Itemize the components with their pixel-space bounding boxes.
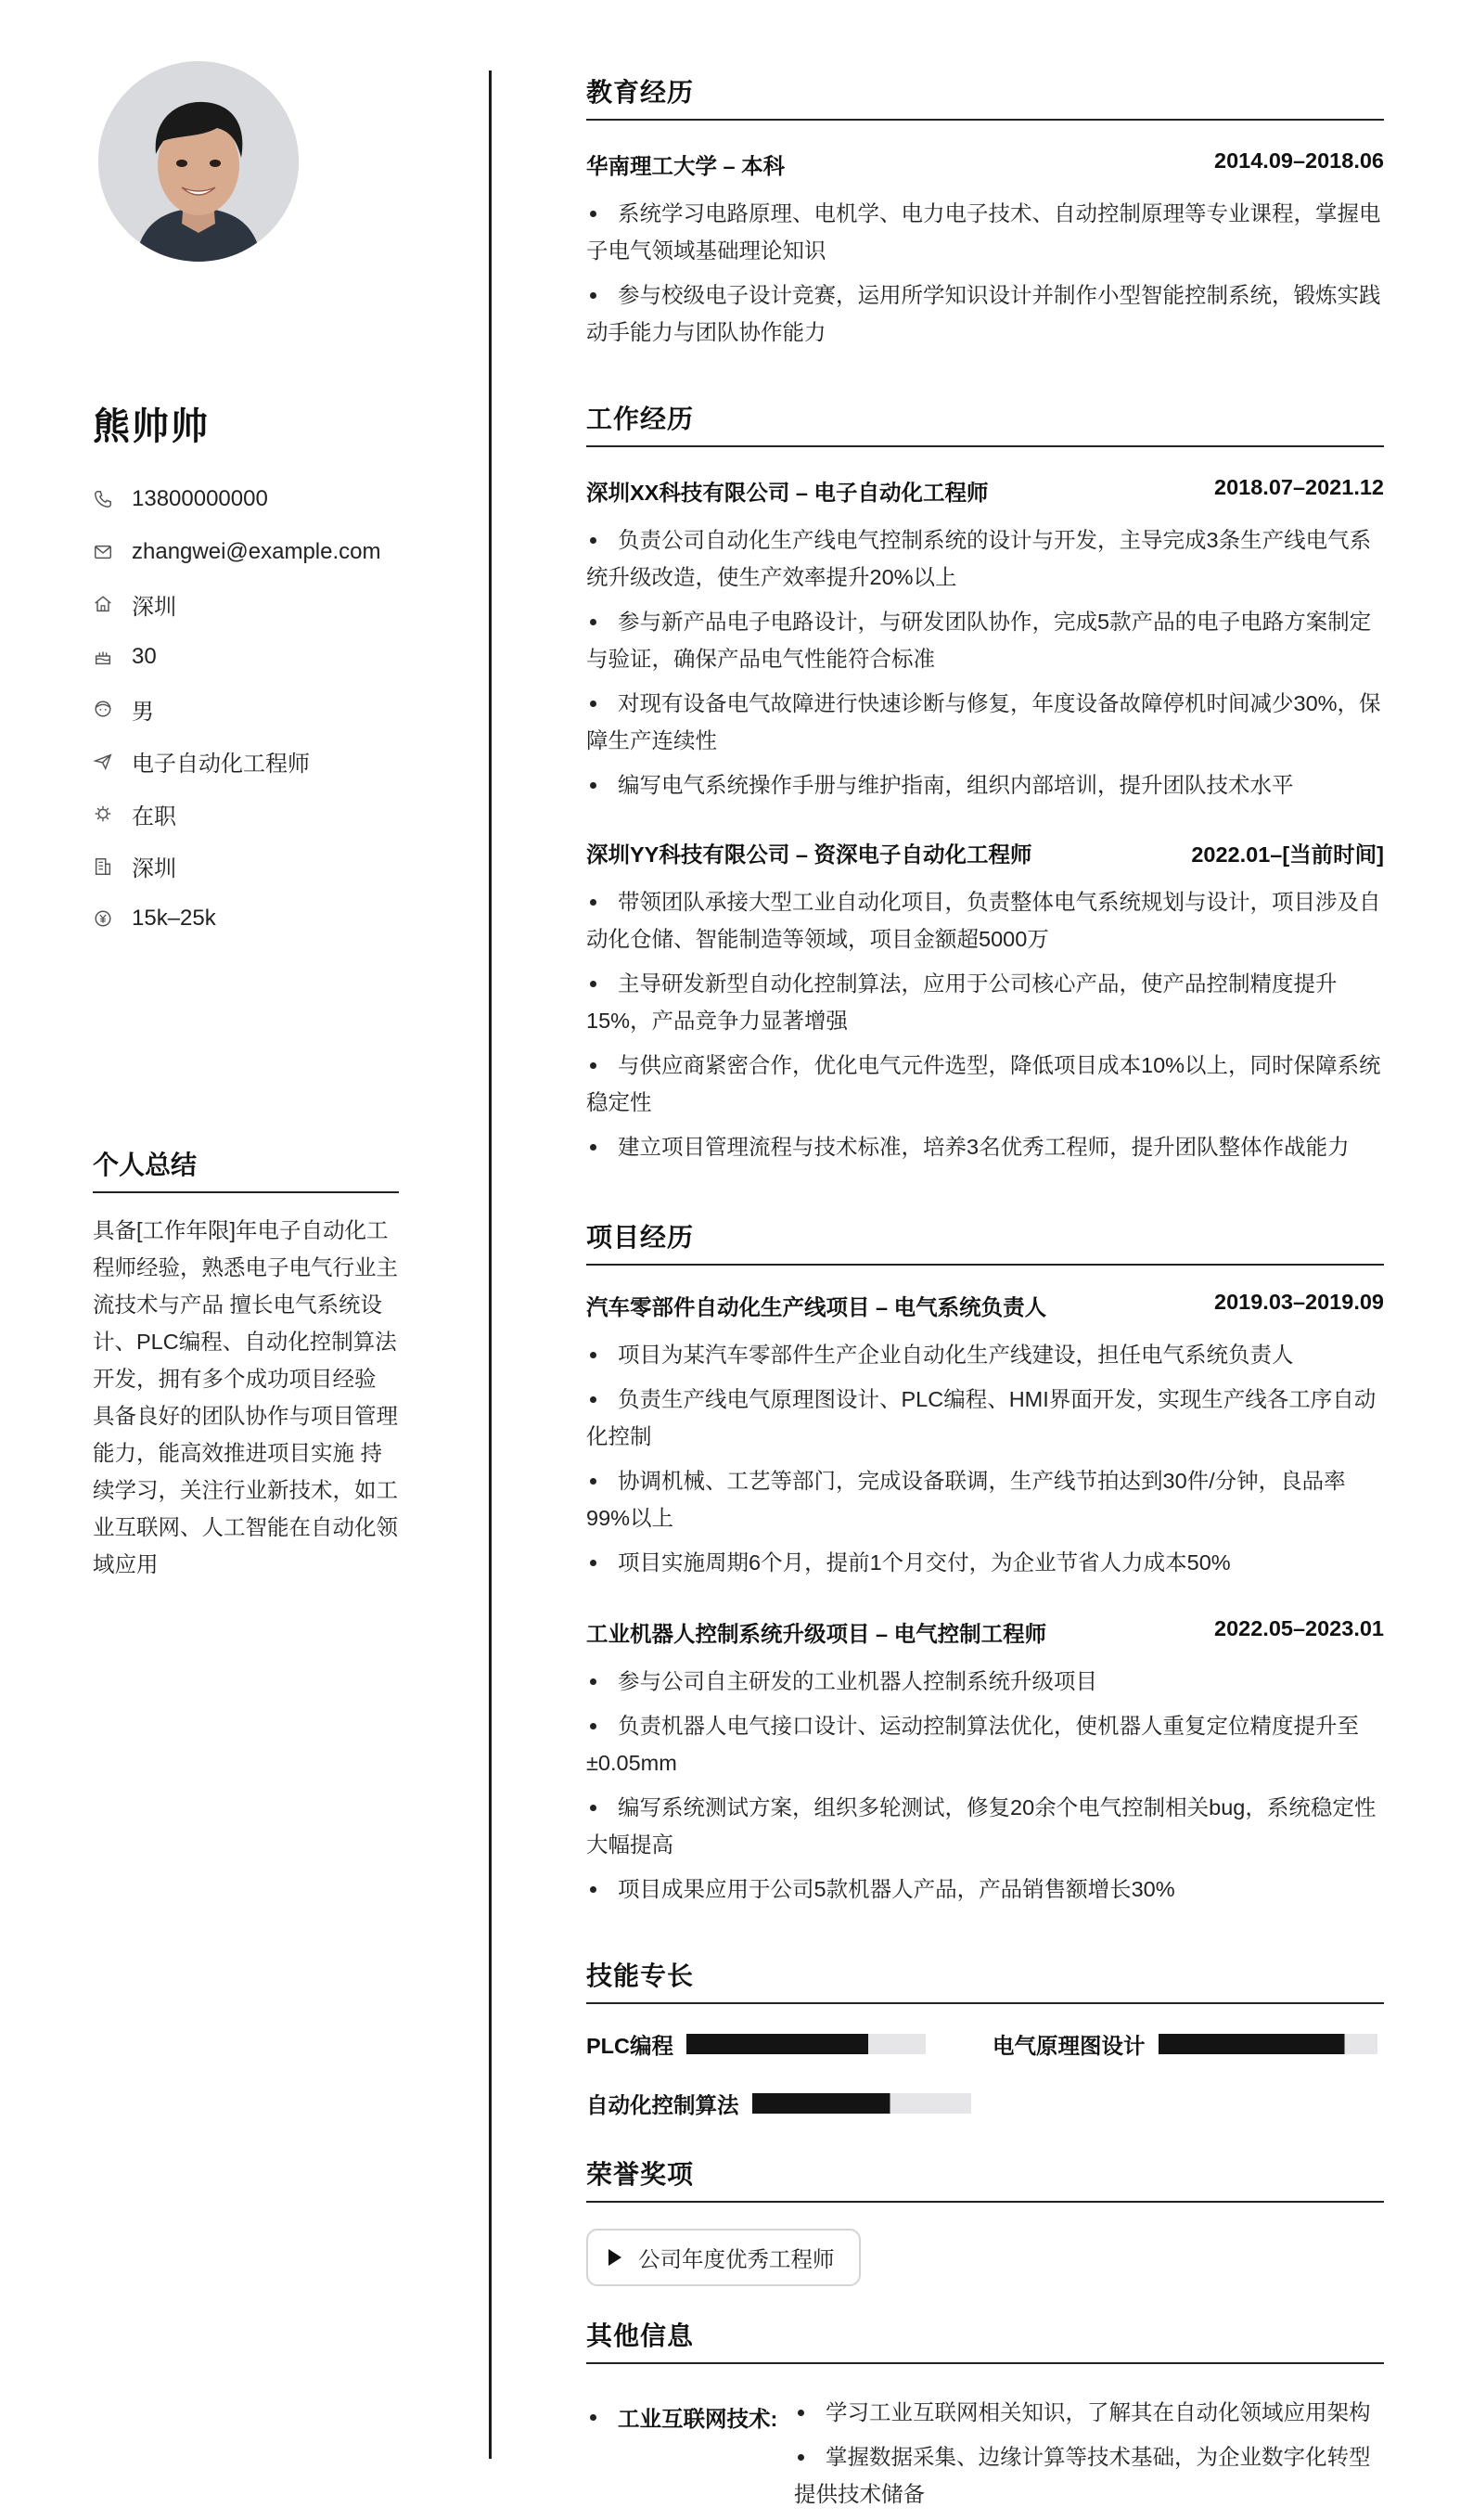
entry-heading: 深圳XX科技有限公司 – 电子自动化工程师 (586, 481, 989, 505)
contact-text: 15k–25k (132, 906, 216, 932)
skill-bar (686, 2034, 926, 2054)
list-item: 编写系统测试方案，组织多轮测试，修复20余个电气控制相关bug，系统稳定性大幅提高 (586, 1789, 1384, 1863)
contact-location (93, 578, 403, 631)
project-entry-head (586, 1290, 1384, 1321)
skill-plc (586, 2028, 926, 2060)
salary-icon (93, 908, 113, 929)
skill-label: 电气原理图设计 (993, 2034, 1146, 2058)
gender-icon (93, 699, 113, 719)
list-item: 项目为某汽车零部件生产企业自动化生产线建设，担任电气系统负责人 (586, 1336, 1384, 1373)
bullet-dot (590, 2414, 596, 2421)
contact-gender (93, 683, 403, 736)
entry-date: 2018.07–2021.12 (1214, 475, 1384, 499)
column-divider (489, 71, 492, 2459)
work-entry-head (586, 475, 1384, 507)
skill-bar (1159, 2034, 1377, 2054)
phone-icon (93, 489, 113, 509)
project-bullets (586, 1336, 1384, 1588)
list-item: 掌握数据采集、边缘计算等技术基础，为企业数字化转型提供技术储备 (794, 2438, 1388, 2513)
contact-text: 30 (132, 643, 157, 669)
contact-status (93, 788, 403, 841)
list-item: 建立项目管理流程与技术标准，培养3名优秀工程师，提升团队整体作战能力 (586, 1128, 1384, 1165)
candidate-name: 熊帅帅 (93, 406, 210, 447)
projects-title: 项目经历 (586, 1217, 1384, 1266)
work-bullets (586, 883, 1384, 1173)
contact-text: 13800000000 (132, 486, 268, 512)
contact-phone (93, 473, 403, 526)
skill-fill (686, 2034, 868, 2054)
entry-heading: 汽车零部件自动化生产线项目 – 电气系统负责人 (586, 1295, 1047, 1319)
send-icon (93, 752, 113, 772)
contact-list (93, 473, 403, 945)
award-tag (586, 2229, 861, 2286)
cake-icon (93, 647, 113, 667)
entry-heading: 工业机器人控制系统升级项目 – 电气控制工程师 (586, 1622, 1047, 1646)
list-item: 系统学习电路原理、电机学、电力电子技术、自动控制原理等专业课程，掌握电子电气领域基础理论知识 (586, 195, 1384, 269)
contact-age (93, 631, 403, 684)
skill-fill (1159, 2034, 1345, 2054)
summary-title: 个人总结 (93, 1145, 399, 1193)
other-label: 工业互联网技术: (618, 2407, 778, 2431)
avatar (98, 61, 299, 262)
home-icon (93, 594, 113, 614)
summary-text: 具备[工作年限]年电子自动化工程师经验，熟悉电子电气行业主流技术与产品 擅长电气系统设计、PLC编程、自动化控制算法开发，拥有多个成功项目经验 具备良好的团队协作与项目管理能力，能高效推进项目实施 持续学习，关注行业新技术，如工业互联网、人工智能在自动化领域应用 (93, 1218, 398, 1576)
list-item: 协调机械、工艺等部门，完成设备联调，生产线节拍达到30件/分钟，良品率99%以上 (586, 1462, 1384, 1536)
contact-text: 在职 (132, 804, 176, 829)
mail-icon (93, 542, 113, 562)
list-item: 参与校级电子设计竞赛，运用所学知识设计并制作小型智能控制系统，锻炼实践动手能力与团队协作能力 (586, 276, 1384, 351)
list-item: 参与新产品电子电路设计，与研发团队协作，完成5款产品的电子电路方案制定与验证，确保产品电气性能符合标准 (586, 603, 1384, 677)
list-item: 负责公司自动化生产线电气控制系统的设计与开发，主导完成3条生产线电气系统升级改造，使生产效率提升20%以上 (586, 521, 1384, 596)
project-bullets (586, 1663, 1384, 1915)
skills-title: 技能专长 (586, 1956, 1384, 2004)
list-item: 主导研发新型自动化控制算法，应用于公司核心产品，使产品控制精度提升15%，产品竞争力显著增强 (586, 965, 1384, 1039)
education-entry-head (586, 148, 1384, 180)
list-item: 负责机器人电气接口设计、运动控制算法优化，使机器人重复定位精度提升至±0.05mm (586, 1707, 1384, 1781)
work-bullets (586, 521, 1384, 811)
contact-text: zhangwei@example.com (132, 538, 381, 564)
skill-label: 自动化控制算法 (586, 2093, 739, 2117)
entry-date: 2022.01–[当前时间] (1191, 842, 1384, 867)
list-item: 与供应商紧密合作，优化电气元件选型，降低项目成本10%以上，同时保障系统稳定性 (586, 1047, 1384, 1121)
contact-text: 电子自动化工程师 (132, 752, 310, 778)
work-title: 工作经历 (586, 399, 1384, 447)
awards-title: 荣誉奖项 (586, 2154, 1384, 2203)
contact-work-city (93, 841, 403, 894)
list-item: 项目成果应用于公司5款机器人产品，产品销售额增长30% (586, 1871, 1384, 1908)
other-bullets (794, 2394, 1388, 2520)
avatar-portrait-icon (98, 61, 299, 262)
contact-text: 深圳 (132, 594, 176, 620)
award-label: 公司年度优秀工程师 (638, 2247, 835, 2271)
entry-heading: 华南理工大学 – 本科 (586, 154, 786, 178)
skill-fill (752, 2093, 890, 2114)
contact-text: 男 (132, 699, 154, 725)
list-item: 对现有设备电气故障进行快速诊断与修复，年度设备故障停机时间减少30%，保障生产连续性 (586, 685, 1384, 759)
list-item: 项目实施周期6个月，提前1个月交付，为企业节省人力成本50% (586, 1544, 1384, 1581)
list-item: 负责生产线电气原理图设计、PLC编程、HMI界面开发，实现生产线各工序自动化控制 (586, 1381, 1384, 1455)
skill-bar (752, 2093, 971, 2114)
contact-email (93, 526, 403, 579)
education-title: 教育经历 (586, 72, 1384, 121)
contact-salary (93, 893, 403, 945)
skill-label: PLC编程 (586, 2034, 673, 2058)
list-item: 编写电气系统操作手册与维护指南，组织内部培训，提升团队技术水平 (586, 766, 1384, 804)
project-entry-head (586, 1616, 1384, 1648)
status-icon (93, 804, 113, 824)
other-title: 其他信息 (586, 2316, 1384, 2364)
contact-position (93, 736, 403, 789)
entry-heading: 深圳YY科技有限公司 – 资深电子自动化工程师 (586, 842, 1032, 867)
education-bullets (586, 195, 1384, 358)
contact-text: 深圳 (132, 856, 176, 882)
building-icon (93, 856, 113, 877)
play-icon (608, 2249, 621, 2266)
skill-control-algorithm (586, 2088, 971, 2119)
entry-date: 2019.03–2019.09 (1214, 1290, 1384, 1314)
entry-date: 2014.09–2018.06 (1214, 148, 1384, 173)
entry-date: 2022.05–2023.01 (1214, 1616, 1384, 1640)
list-item: 参与公司自主研发的工业机器人控制系统升级项目 (586, 1663, 1384, 1700)
skill-schematic (993, 2028, 1377, 2060)
list-item: 学习工业互联网相关知识，了解其在自动化领域应用架构 (794, 2394, 1388, 2431)
list-item: 带领团队承接大型工业自动化项目，负责整体电气系统规划与设计，项目涉及自动化仓储、智能制造等领域，项目金额超5000万 (586, 883, 1384, 958)
work-entry-head (586, 837, 1384, 868)
